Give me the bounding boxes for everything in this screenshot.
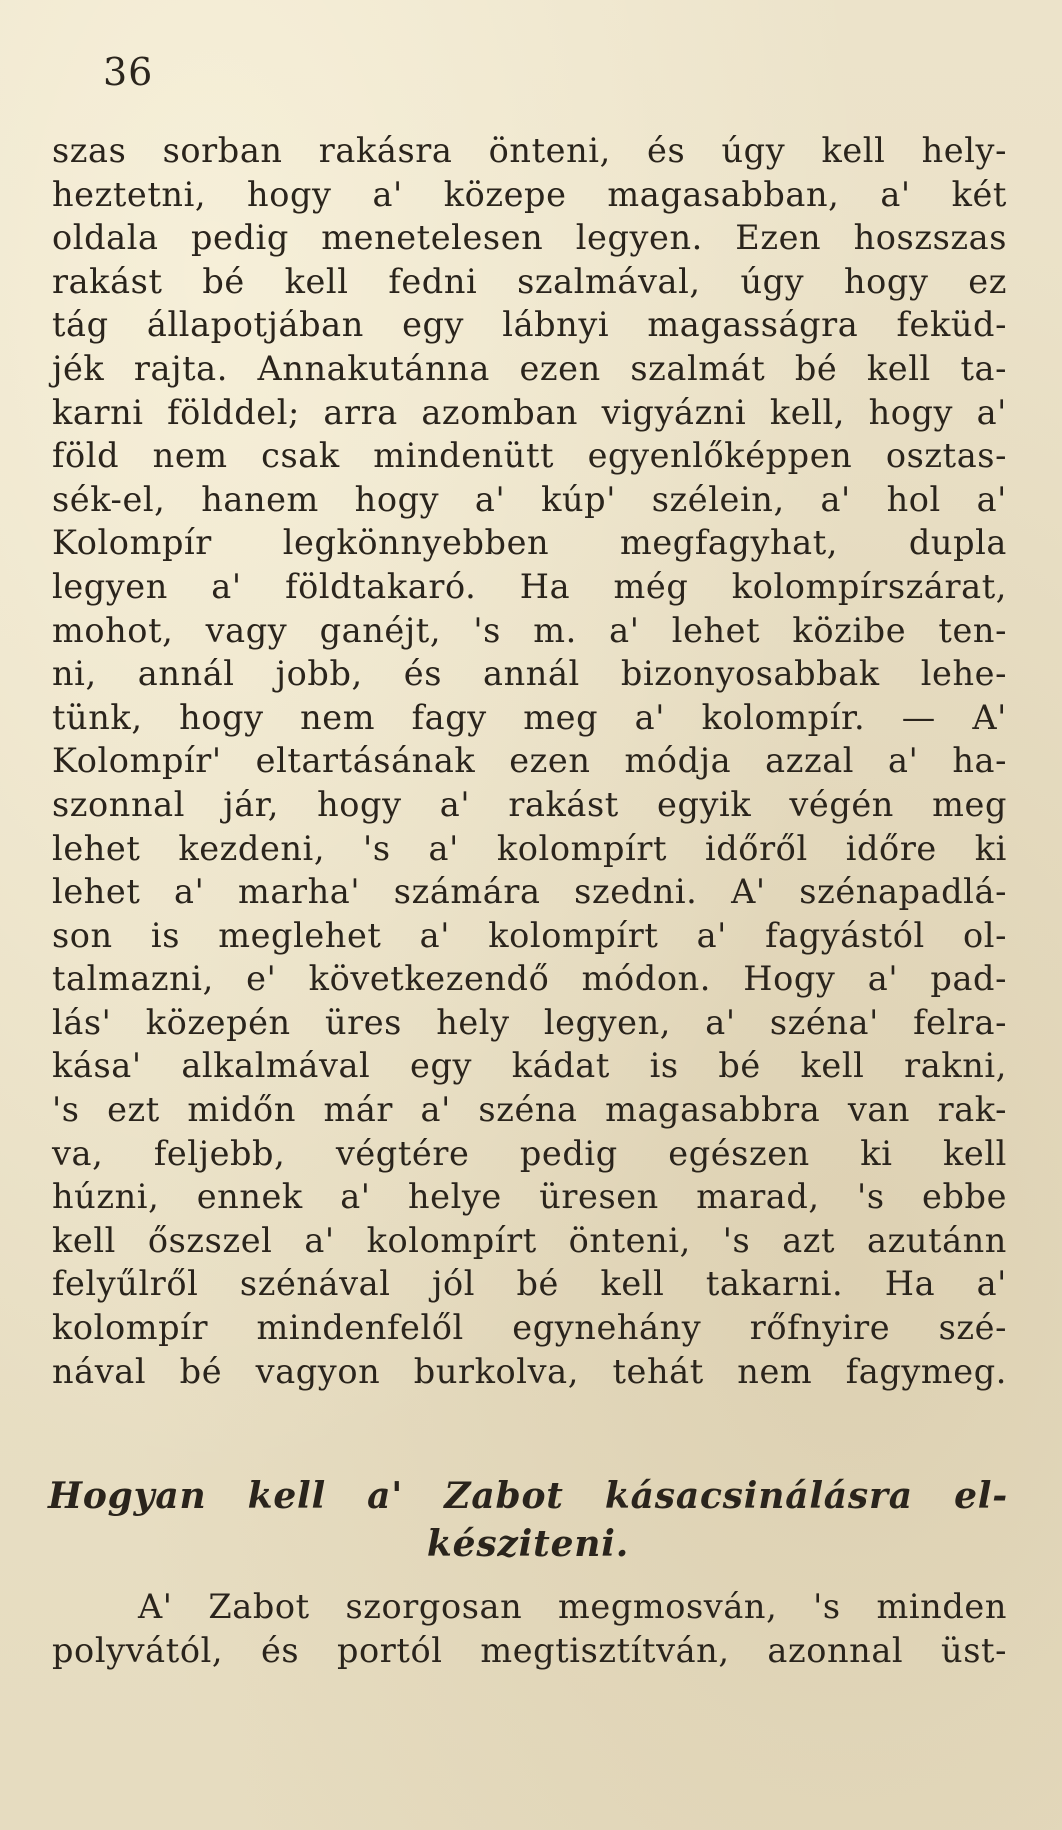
heading-line: késziteni. [426, 1523, 630, 1565]
text-line: lehet a' marha' számára szedni. A' szénapadlá- [52, 872, 1007, 912]
text-line: Kolompír' eltartásának ezen módja azzal a' ha- [52, 741, 1007, 781]
text-line: legyen a' földtakaró. Ha még kolompírszárat, [52, 566, 1007, 606]
body-paragraph [52, 1585, 1007, 1672]
body-paragraph [52, 129, 1007, 1393]
text-line: talmazni, e' következendő módon. Hogy a' pad- [52, 959, 1007, 999]
text-line: rakást bé kell fedni szalmával, úgy hogy ez [52, 261, 1007, 301]
text-line: kása' alkalmával egy kádat is bé kell rakni, [52, 1046, 1007, 1086]
text-line: Kolompír legkönnyebben megfagyhat, dupla [52, 523, 1007, 563]
text-line: lehet kezdeni, 's a' kolompírt időről időre ki [52, 828, 1007, 868]
text-line: jék rajta. Annakutánna ezen szalmát bé kell ta- [52, 348, 1007, 388]
text-line: oldala pedig menetelesen legyen. Ezen hoszszas [52, 218, 1007, 258]
text-line: tünk, hogy nem fagy meg a' kolompír. — A' [52, 697, 1007, 737]
text-line: kolompír mindenfelől egynehány rőfnyire szé- [52, 1308, 1007, 1348]
text-line: szonnal jár, hogy a' rakást egyik végén meg [52, 784, 1007, 824]
text-line: heztetni, hogy a' közepe magasabban, a' két [52, 174, 1007, 214]
text-line: karni földdel; arra azomban vigyázni kell, hogy a' [52, 392, 1007, 432]
text-line: A' Zabot szorgosan megmosván, 's minden [138, 1587, 1007, 1626]
heading-line: Hogyan kell a' Zabot kásacsinálásra el- [48, 1475, 1008, 1517]
text-line: nával bé vagyon burkolva, tehát nem fagymeg. [52, 1351, 1007, 1391]
section-heading [48, 1472, 1008, 1568]
text-line: szas sorban rakásra önteni, és úgy kell hely- [52, 131, 1007, 170]
text-line: son is meglehet a' kolompírt a' fagyástól ol- [52, 915, 1007, 955]
text-line: mohot, vagy ganéjt, 's m. a' lehet közibe ten- [52, 610, 1007, 650]
text-line: 's ezt midőn már a' széna magasabbra van rak- [52, 1090, 1007, 1130]
text-line: föld nem csak mindenütt egyenlőképpen osztas- [52, 436, 1007, 476]
text-line: sék-el, hanem hogy a' kúp' szélein, a' hol a' [52, 479, 1007, 519]
text-line: felyűlről szénával jól bé kell takarni. Ha a' [52, 1264, 1007, 1304]
text-line: va, feljebb, végtére pedig egészen ki kell [52, 1133, 1007, 1173]
text-line: kell őszszel a' kolompírt önteni, 's azt azutánn [52, 1220, 1007, 1260]
text-line: lás' közepén üres hely legyen, a' széna' felra- [52, 1002, 1007, 1042]
page-number: 36 [103, 50, 154, 94]
text-line: húzni, ennek a' helye üresen marad, 's ebbe [52, 1177, 1007, 1217]
text-line: polyvától, és portól megtisztítván, azonnal üst- [52, 1630, 1007, 1670]
text-line: ni, annál jobb, és annál bizonyosabbak lehe- [52, 654, 1007, 694]
text-line: tág állapotjában egy lábnyi magasságra feküd- [52, 305, 1007, 345]
